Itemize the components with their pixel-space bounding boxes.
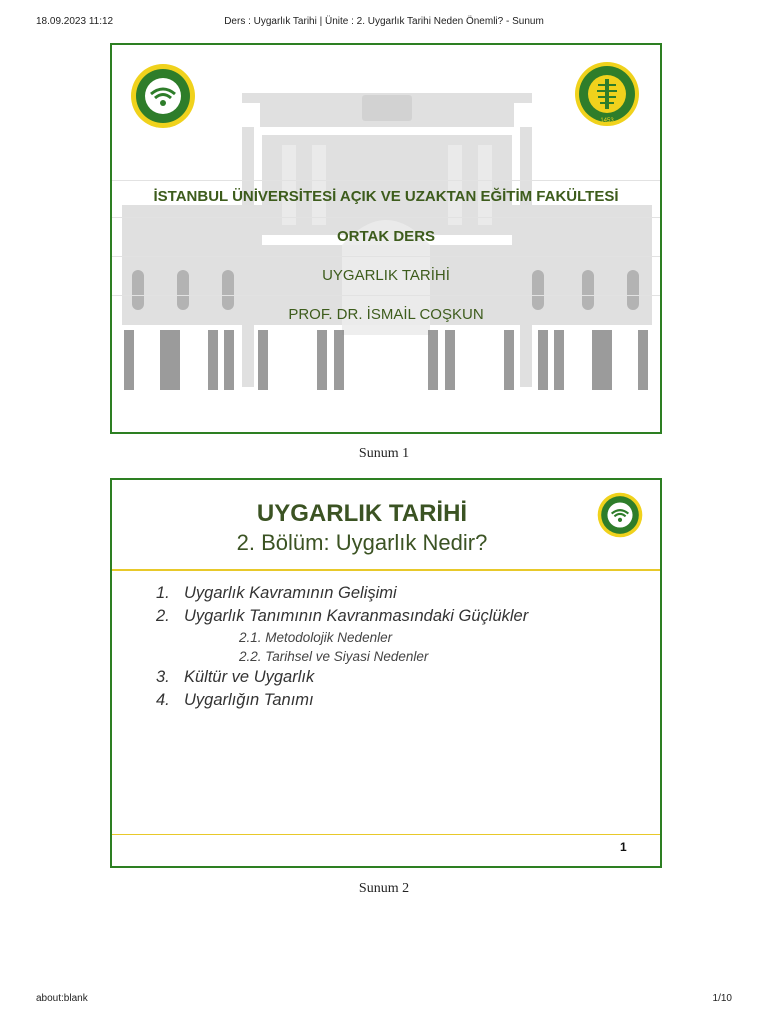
slide-1-divider [112, 217, 660, 218]
slide-1-divider [112, 180, 660, 181]
list-item: 4. Uygarlığın Tanımı [156, 691, 314, 709]
list-item: 2. Uygarlık Tanımının Kavranmasındaki Güçlükler [156, 607, 529, 625]
slide-1-divider [112, 295, 660, 296]
slide-2-subtitle: 2. Bölüm: Uygarlık Nedir? [236, 530, 488, 555]
print-page-number: 1/10 [712, 993, 732, 1004]
list-item: 1. Uygarlık Kavramının Gelişimi [156, 584, 397, 602]
slide-2-title: UYGARLIK TARİHİ [256, 500, 468, 527]
print-url: about:blank [36, 993, 88, 1004]
course-name: UYGARLIK TARİHİ [322, 267, 450, 284]
print-title: Ders : Uygarlık Tarihi | Ünite : 2. Uygarlık Tarihi Neden Önemli? - Sunum [224, 16, 544, 27]
print-datetime: 18.09.2023 11:12 [36, 16, 114, 27]
aof-seal-icon [130, 63, 196, 129]
slide-1-divider [112, 256, 660, 257]
list-subitem: 2.2. Tarihsel ve Siyasi Nedenler [239, 649, 429, 664]
list-item: 3. Kültür ve Uygarlık [156, 668, 315, 686]
table-of-contents [156, 582, 528, 712]
slide-page-number: 1 [620, 840, 627, 854]
istanbul-university-seal-icon [574, 61, 640, 127]
slide-2-caption: Sunum 2 [358, 881, 410, 896]
list-subitem: 2.1. Metodolojik Nedenler [239, 630, 393, 645]
slide-2 [110, 478, 662, 868]
slide-1-caption: Sunum 1 [358, 446, 410, 461]
professor-name: PROF. DR. İSMAİL COŞKUN [288, 306, 484, 323]
seal-year: 1453 [600, 118, 614, 124]
slide-2-top-rule [112, 569, 660, 571]
course-category: ORTAK DERS [336, 228, 436, 245]
slide-1 [110, 43, 662, 434]
aof-seal-icon [597, 492, 643, 538]
slide-2-bottom-rule [112, 834, 660, 835]
university-name: İSTANBUL ÜNİVERSİTESİ AÇIK VE UZAKTAN EĞİTİM FAKÜLTESİ [153, 188, 619, 205]
